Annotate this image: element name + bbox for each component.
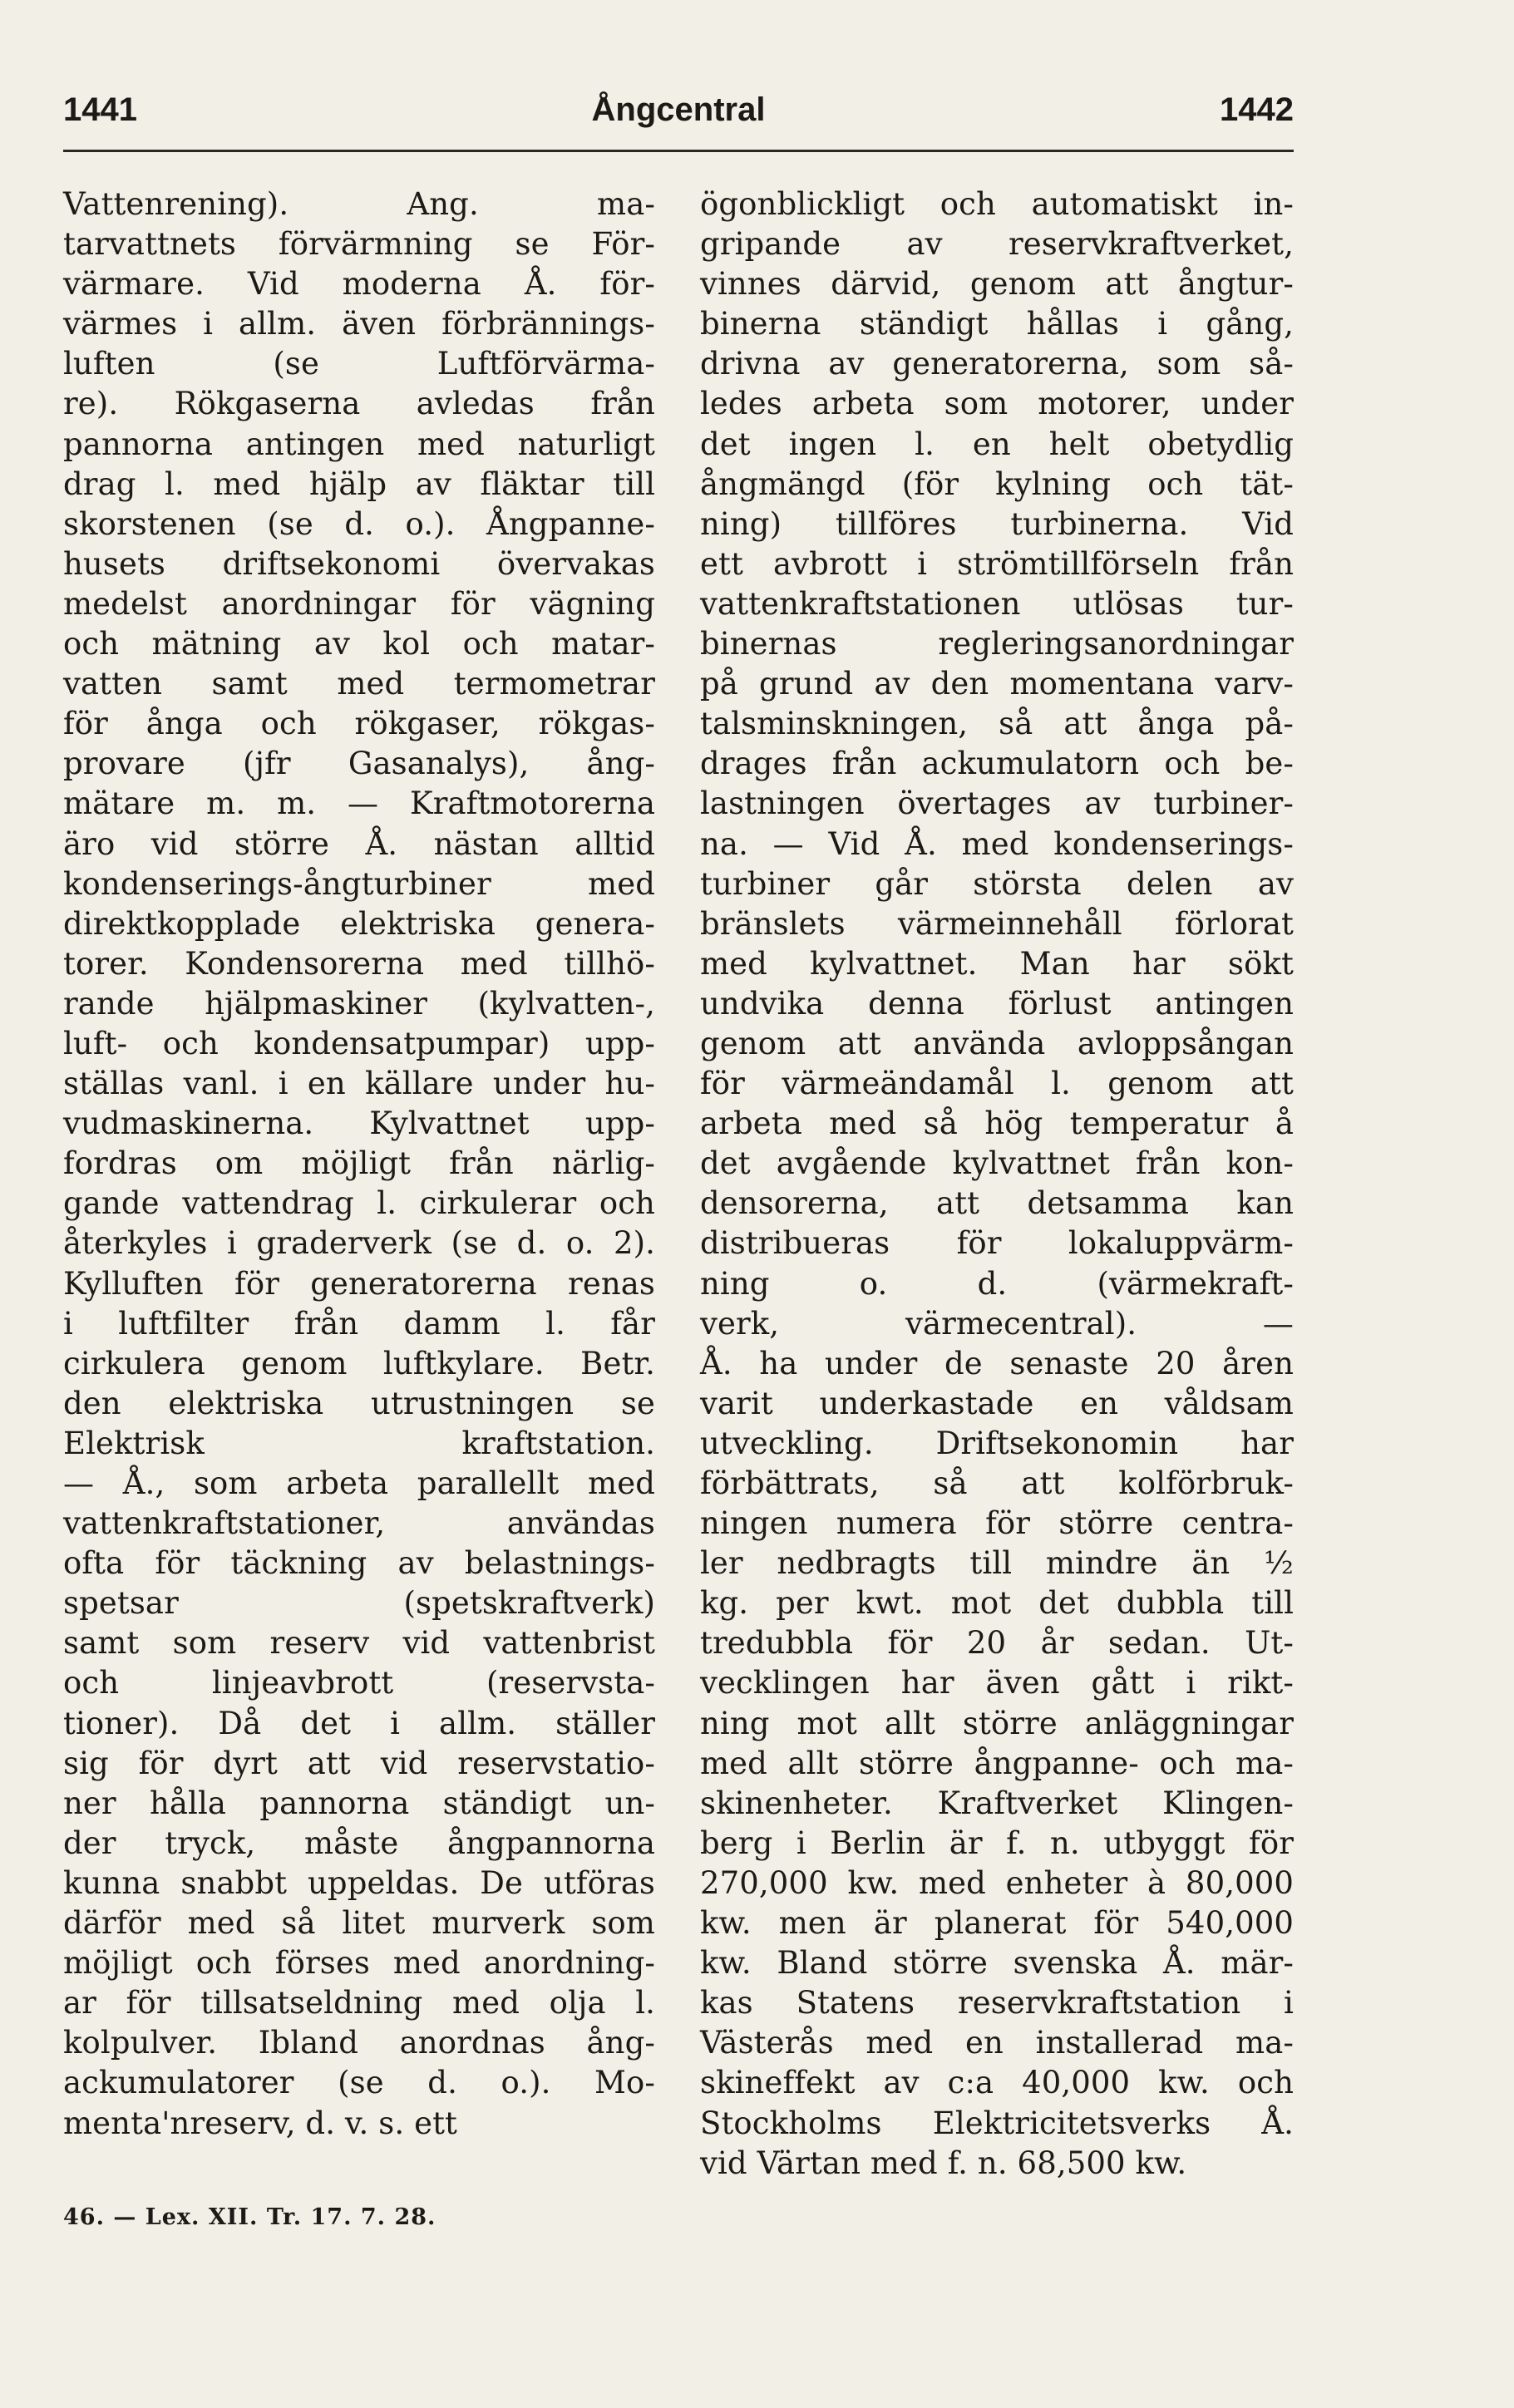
text-line: — Å., som arbeta parallellt med: [63, 1465, 655, 1501]
text-line: på grund av den momentana varv-: [700, 666, 1294, 702]
text-line: luften (se Luftförvärma-: [63, 346, 655, 382]
text-line: vatten samt med termometrar: [63, 666, 655, 702]
text-line: distribueras för lokaluppvärm-: [700, 1225, 1294, 1262]
text-line: Å. ha under de senaste 20 åren: [700, 1345, 1294, 1381]
text-line: kw. Bland större svenska Å. mär-: [700, 1945, 1294, 1982]
text-line: vattenkraftstationen utlösas tur-: [700, 585, 1294, 622]
text-line: vattenkraftstationer, användas: [63, 1505, 655, 1542]
text-line: ett avbrott i strömtillförseln från: [700, 545, 1294, 582]
text-line: ning o. d. (värmekraft-: [700, 1265, 1294, 1302]
text-line: värmare. Vid moderna Å. för-: [63, 266, 655, 303]
text-line: samt som reserv vid vattenbrist: [63, 1625, 655, 1662]
text-line: 270,000 kw. med enheter à 80,000: [700, 1864, 1294, 1901]
text-line: ar för tillsatseldning med olja l.: [63, 1985, 655, 2021]
text-line: na. — Vid Å. med kondenserings-: [700, 825, 1294, 862]
text-line: re). Rökgaserna avledas från: [63, 386, 655, 422]
text-line: ställas vanl. i en källare under hu-: [63, 1066, 655, 1102]
text-line: skorstenen (se d. o.). Ångpanne-: [63, 505, 655, 542]
text-line: skinenheter. Kraftverket Klingen-: [700, 1785, 1294, 1821]
left-column: [63, 185, 655, 2144]
text-line: provare (jfr Gasanalys), ång-: [63, 746, 655, 782]
text-line: ner hålla pannorna ständigt un-: [63, 1785, 655, 1821]
page-header: [63, 91, 1294, 141]
text-line: ackumulatorer (se d. o.). Mo-: [63, 2065, 655, 2101]
text-line: kg. per kwt. mot det dubbla till: [700, 1585, 1294, 1622]
signature-footer: 46. — Lex. XII. Tr. 17. 7. 28.: [63, 2204, 436, 2230]
text-line: turbiner går största delen av: [700, 865, 1294, 902]
text-line: sig för dyrt att vid reservstatio-: [63, 1745, 655, 1781]
text-line: varit underkastade en våldsam: [700, 1385, 1294, 1421]
text-line: ning mot allt större anläggningar: [700, 1705, 1294, 1741]
text-line: för värmeändamål l. genom att: [700, 1066, 1294, 1102]
text-line: tioner). Då det i allm. ställer: [63, 1705, 655, 1741]
text-line: pannorna antingen med naturligt: [63, 426, 655, 462]
text-line: den elektriska utrustningen se: [63, 1385, 655, 1421]
text-line: det avgående kylvattnet från kon-: [700, 1145, 1294, 1182]
text-line: äro vid större Å. nästan alltid: [63, 825, 655, 862]
text-line: och mätning av kol och matar-: [63, 626, 655, 662]
text-line: cirkulera genom luftkylare. Betr.: [63, 1345, 655, 1381]
text-line: Elektrisk kraftstation.: [63, 1425, 655, 1461]
text-line: densorerna, att detsamma kan: [700, 1185, 1294, 1222]
text-line: drivna av generatorerna, som så-: [700, 346, 1294, 382]
text-line: ångmängd (för kylning och tät-: [700, 465, 1294, 502]
page-number-right: 1442: [1220, 91, 1294, 128]
text-line: med allt större ångpanne- och ma-: [700, 1745, 1294, 1781]
text-line: mätare m. m. — Kraftmotorerna: [63, 785, 655, 822]
text-line: tarvattnets förvärmning se För-: [63, 226, 655, 263]
text-line: möjligt och förses med anordning-: [63, 1945, 655, 1982]
text-line: fordras om möjligt från närlig-: [63, 1145, 655, 1182]
text-line: menta'nreserv, d. v. s. ett: [63, 2105, 458, 2141]
text-line: ning) tillföres turbinerna. Vid: [700, 505, 1294, 542]
text-line: drag l. med hjälp av fläktar till: [63, 465, 655, 502]
text-line: arbeta med så hög temperatur å: [700, 1106, 1294, 1142]
text-line: kw. men är planerat för 540,000: [700, 1905, 1294, 1942]
text-line: med kylvattnet. Man har sökt: [700, 945, 1294, 982]
text-line: skineffekt av c:a 40,000 kw. och: [700, 2065, 1294, 2101]
text-line: Stockholms Elektricitetsverks Å.: [700, 2105, 1294, 2141]
text-line: det ingen l. en helt obetydlig: [700, 426, 1294, 462]
text-line: gande vattendrag l. cirkulerar och: [63, 1185, 655, 1222]
text-line: i luftfilter från damm l. får: [63, 1305, 655, 1342]
text-line: Västerås med en installerad ma-: [700, 2025, 1294, 2061]
text-line: lastningen övertages av turbiner-: [700, 785, 1294, 822]
text-line: återkyles i graderverk (se d. o. 2).: [63, 1225, 655, 1262]
text-line: ledes arbeta som motorer, under: [700, 386, 1294, 422]
text-line: förbättrats, så att kolförbruk-: [700, 1465, 1294, 1501]
text-line: värmes i allm. även förbrännings-: [63, 306, 655, 342]
text-line: binernas regleringsanordningar: [700, 626, 1294, 662]
text-line: tredubbla för 20 år sedan. Ut-: [700, 1625, 1294, 1662]
header-rule: [63, 150, 1294, 152]
text-line: vinnes därvid, genom att ångtur-: [700, 266, 1294, 303]
text-line: kondenserings-ångturbiner med: [63, 865, 655, 902]
text-line: Kylluften för generatorerna renas: [63, 1265, 655, 1302]
text-line: verk, värmecentral). —: [700, 1305, 1294, 1342]
text-line: spetsar (spetskraftverk): [63, 1585, 655, 1622]
text-line: drages från ackumulatorn och be-: [700, 746, 1294, 782]
text-line: talsminskningen, så att ånga på-: [700, 706, 1294, 742]
text-line: luft- och kondensatpumpar) upp-: [63, 1025, 655, 1061]
text-line: genom att använda avloppsångan: [700, 1025, 1294, 1061]
text-line: direktkopplade elektriska genera-: [63, 905, 655, 942]
text-line: för ånga och rökgaser, rökgas-: [63, 706, 655, 742]
text-line: medelst anordningar för vägning: [63, 585, 655, 622]
running-title: Ångcentral: [591, 91, 766, 128]
text-line: binerna ständigt hållas i gång,: [700, 306, 1294, 342]
text-line: kolpulver. Ibland anordnas ång-: [63, 2025, 655, 2061]
text-line: gripande av reservkraftverket,: [700, 226, 1294, 263]
text-line: ler nedbragts till mindre än ½: [700, 1545, 1294, 1582]
text-line: torer. Kondensorerna med tillhö-: [63, 945, 655, 982]
text-line: undvika denna förlust antingen: [700, 985, 1294, 1022]
text-line: Vattenrening). Ang. ma-: [63, 186, 655, 222]
text-line: berg i Berlin är f. n. utbyggt för: [700, 1824, 1294, 1861]
text-line: vudmaskinerna. Kylvattnet upp-: [63, 1106, 655, 1142]
text-line: kas Statens reservkraftstation i: [700, 1985, 1294, 2021]
text-line: rande hjälpmaskiner (kylvatten-,: [63, 985, 655, 1022]
page-number-left: 1441: [63, 91, 137, 128]
text-line: der tryck, måste ångpannorna: [63, 1824, 655, 1861]
text-line: och linjeavbrott (reservsta-: [63, 1665, 655, 1701]
text-line: bränslets värmeinnehåll förlorat: [700, 905, 1294, 942]
right-column: [700, 185, 1294, 2184]
text-line: ningen numera för större centra-: [700, 1505, 1294, 1542]
text-line: kunna snabbt uppeldas. De utföras: [63, 1864, 655, 1901]
text-line: utveckling. Driftsekonomin har: [700, 1425, 1294, 1461]
text-line: ofta för täckning av belastnings-: [63, 1545, 655, 1582]
text-line: därför med så litet murverk som: [63, 1905, 655, 1942]
text-line: vid Värtan med f. n. 68,500 kw.: [700, 2145, 1187, 2181]
text-line: ögonblickligt och automatiskt in-: [700, 186, 1294, 222]
text-line: husets driftsekonomi övervakas: [63, 545, 655, 582]
text-line: vecklingen har även gått i rikt-: [700, 1665, 1294, 1701]
